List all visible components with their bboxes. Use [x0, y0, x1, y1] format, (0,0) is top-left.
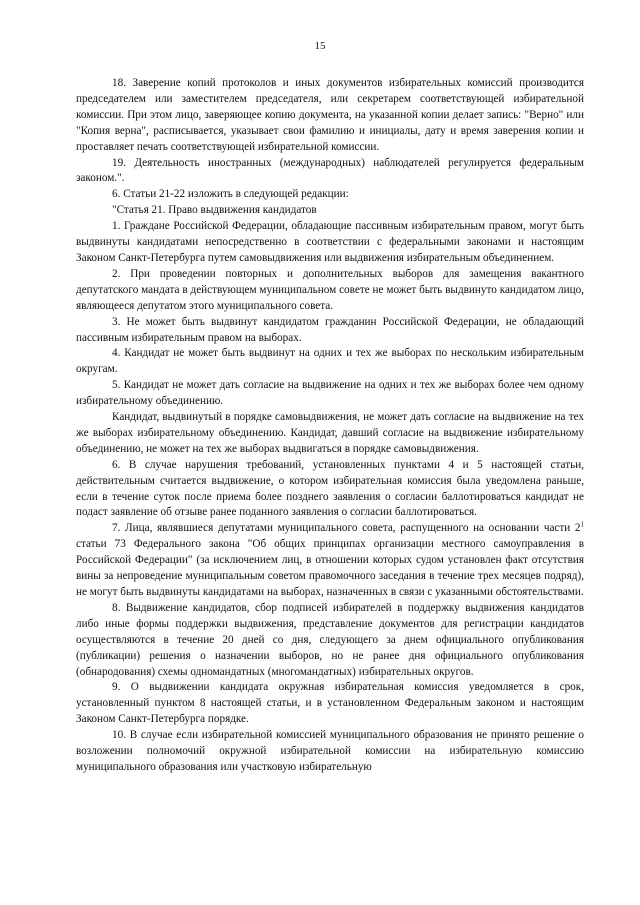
paragraph-21-1: 1. Граждане Российской Федерации, обладающие пассивным избирательным правом, могут быть выдвинуты кандидатами непосредственно в соответствии с федеральными законами и настоящим Законом Санкт-Петербурга путем самовыдвижения или выдвижения избирательным объединением. — [76, 220, 584, 264]
paragraph-21-7-part-1: 7. Лица, являвшиеся депутатами муниципального совета, распущенного на основании части 2 — [112, 522, 581, 535]
paragraph-21-10: 10. В случае если избирательной комиссией муниципального образования не принято решение о возложении полномочий окружной избирательной комиссии на избирательную комиссию муниципального образования или участковую избирательную — [76, 729, 584, 773]
document-body — [76, 76, 584, 776]
paragraph-item-19: 19. Деятельность иностранных (международных) наблюдателей регулируется федеральным законом.". — [76, 156, 584, 185]
paragraph-21-4: 4. Кандидат не может быть выдвинут на одних и тех же выборах по нескольким избирательным округам. — [76, 347, 584, 376]
article-21-heading: "Статья 21. Право выдвижения кандидатов — [112, 204, 317, 217]
paragraph-21-5-continued: Кандидат, выдвинутый в порядке самовыдвижения, не может дать согласие на выдвижение на тех же выборах избирательному объединению. Кандидат, давший согласие на выдвижение избирательному объединению, не может на тех же выборах выдвигаться в порядке самовыдвижения. — [76, 411, 584, 455]
paragraph-21-6: 6. В случае нарушения требований, установленных пунктами 4 и 5 настоящей статьи, действительным считается выдвижение, о котором избирательная комиссия была уведомлена раньше, если в течение суток после приема более позднего заявления о согласии баллотироваться кандидат не подаст заявление об отзыве ранее поданного заявления о согласии баллотироваться. — [76, 458, 584, 519]
paragraph-item-18: 18. Заверение копий протоколов и иных документов избирательных комиссий производится председателем или заместителем председателя, или секретарем соответствующей избирательной комиссии. При этом лицо, заверяющее копию документа, на указанной копии делает запись: "Верно" или "Копия верна", расписывается, указывает свои фамилию и инициалы, дату и время заверения копии и проставляет печать соответствующей избирательной комиссии. — [76, 77, 584, 153]
paragraph-amendment-6: 6. Статьи 21-22 изложить в следующей редакции: — [112, 188, 349, 201]
paragraph-21-3: 3. Не может быть выдвинут кандидатом гражданин Российской Федерации, не обладающий пассивным избирательным правом на выборах. — [76, 315, 584, 344]
superscript-index: 1 — [580, 520, 584, 529]
paragraph-21-2: 2. При проведении повторных и дополнительных выборов для замещения вакантного депутатского мандата в действующем муниципальном совете не может быть выдвинуто кандидатом лицо, являющееся депутатом этого муниципального совета. — [76, 267, 584, 312]
paragraph-21-9: 9. О выдвижении кандидата окружная избирательная комиссия уведомляется в срок, установленный пунктом 8 настоящей статьи, и в установленном Федеральным законом и настоящим Законом Санкт-Петербурга порядке. — [76, 681, 584, 726]
paragraph-21-7-part-2: статьи 73 Федерального закона "Об общих принципах организации местного самоуправления в Российской Федерации" (за исключением лиц, в отношении которых судом установлен факт отсутствия вины за непроведение муниципальным советом правомочного заседания в течение трех месяцев подряд), не могут быть выдвинуты кандидатами на выборах, назначенных в связи с указанными обстоятельствами. — [76, 538, 584, 598]
paragraph-21-8: 8. Выдвижение кандидатов, сбор подписей избирателей в поддержку выдвижения кандидатов либо иные формы поддержки выдвижения, представление документов для регистрации кандидатов осуществляются в течение 20 дней со дня, следующего за днем официального опубликования (публикации) решения о назначении выборов, но не ранее дня официального опубликования (обнародования) схемы одномандатных (многомандатных) избирательных округов. — [76, 601, 584, 678]
paragraph-21-7 — [76, 521, 584, 601]
page-number: 15 — [314, 40, 326, 52]
paragraph-21-5: 5. Кандидат не может дать согласие на выдвижение на одних и тех же выборах более чем одному избирательному объединению. — [76, 379, 584, 408]
